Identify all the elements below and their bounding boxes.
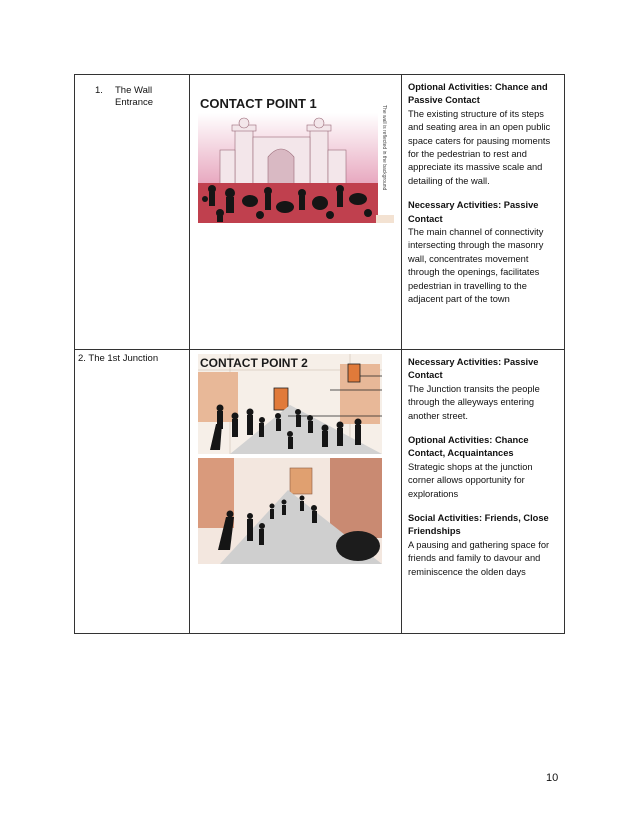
activity-block	[408, 81, 558, 188]
image-title: CONTACT POINT 2	[200, 356, 308, 370]
image-title: CONTACT POINT 1	[200, 96, 317, 111]
activity-block	[408, 199, 558, 306]
activity-block	[408, 356, 558, 423]
activity-heading: Optional Activities: Chance Contact, Acquaintances	[408, 435, 529, 459]
activity-heading: Optional Activities: Chance and Passive Contact	[408, 82, 548, 106]
activity-text: The Junction transits the people through the alleyways entering another street.	[408, 383, 540, 421]
contact-points-table	[74, 74, 565, 634]
activity-text: Strategic shops at the junction corner allows opportunity for explorations	[408, 461, 533, 499]
location-cell	[75, 350, 190, 634]
activity-text: The main channel of connectivity intersecting through the masonry wall, concentrates movement through the openings, facilitates pedestrian in travelling to the adjacent part of the town	[408, 227, 544, 305]
table-row	[75, 75, 565, 350]
activity-heading: Social Activities: Friends, Close Friendships	[408, 513, 549, 537]
activities-cell	[402, 350, 565, 634]
image-cell	[190, 350, 402, 634]
contact-point-1-illustration	[190, 75, 401, 349]
activities-cell	[402, 75, 565, 350]
location-cell	[75, 75, 190, 350]
image-cell	[190, 75, 402, 350]
location-number: 1.	[95, 85, 103, 96]
activity-heading: Necessary Activities: Passive Contact	[408, 200, 539, 224]
image-side-note: The wall is reflected in the background	[381, 105, 387, 191]
activity-block	[408, 434, 558, 501]
contact-point-2-illustration	[190, 350, 401, 633]
activity-heading: Necessary Activities: Passive Contact	[408, 357, 539, 381]
activity-text: The existing structure of its steps and seating area in an open public space caters for pausing moments for the pedestrian to rest and appreciate its massive scale and detailing of the wall.	[408, 108, 551, 186]
activity-text: A pausing and gathering space for friends and family to davour and reminiscence the olden days	[408, 539, 550, 577]
page-number: 10	[546, 772, 559, 784]
table-row	[75, 350, 565, 634]
location-name: The Wall Entrance	[115, 85, 154, 108]
location-name: 2. The 1st Junction	[78, 353, 159, 364]
activity-block	[408, 512, 558, 579]
